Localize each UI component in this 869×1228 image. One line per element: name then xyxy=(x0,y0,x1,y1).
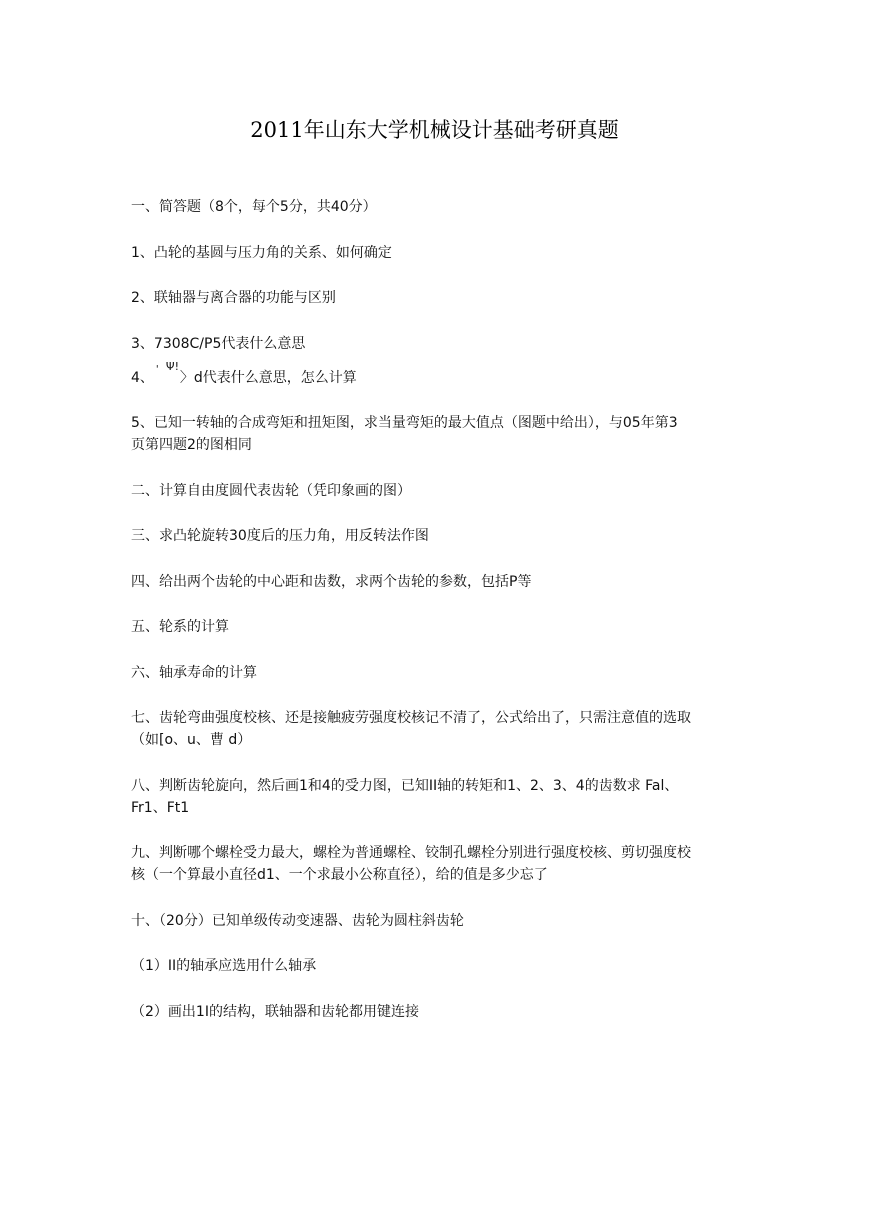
section-7 xyxy=(131,707,743,751)
text-line: （2）画出1I的结构，联轴器和齿轮都用键连接 xyxy=(131,1003,419,1020)
text-line-rest: d代表什么意思，怎么计算 xyxy=(193,369,357,386)
question-5 xyxy=(131,412,743,456)
question-1 xyxy=(131,242,743,264)
text-line: 九、判断哪个螺栓受力最大，螺栓为普通螺栓、铰制孔螺栓分别进行强度校核、剪切强度校 xyxy=(131,845,691,861)
question-4 xyxy=(131,359,743,389)
section-6 xyxy=(131,662,743,684)
section-10 xyxy=(131,910,743,932)
sub-question-1 xyxy=(131,955,743,977)
section-3 xyxy=(131,525,743,547)
sub-question-2 xyxy=(131,1001,743,1023)
section-5 xyxy=(131,616,743,638)
document-body xyxy=(131,196,743,1046)
text-line: 3、7308C/P5代表什么意思 xyxy=(131,335,306,352)
text-line: （如[o、u、曹 d） xyxy=(131,732,252,748)
section-4 xyxy=(131,571,743,593)
formula-psi xyxy=(166,361,179,373)
text-line: 二、计算自由度圆代表齿轮（凭印象画的图） xyxy=(131,482,411,499)
text-line: （1）II的轴承应选用什么轴承 xyxy=(131,958,317,974)
formula-tick: ' xyxy=(155,363,159,375)
text-line xyxy=(131,359,743,389)
page-title: 2011年山东大学机械设计基础考研真题 xyxy=(250,118,619,142)
text-line: 五、轮系的计算 xyxy=(131,619,229,635)
section-8 xyxy=(131,775,743,819)
text-line: 七、齿轮弯曲强度校核、还是接触疲劳强度校核记不清了，公式给出了，只需注意值的选取 xyxy=(131,710,691,726)
text-line: Fr1、Ft1 xyxy=(131,799,190,816)
text-line: 2、联轴器与离合器的功能与区别 xyxy=(131,290,336,306)
text-line: 三、求凸轮旋转30度后的压力角，用反转法作图 xyxy=(131,528,429,544)
text-line: 1、凸轮的基圆与压力角的关系、如何确定 xyxy=(131,244,392,261)
question-2 xyxy=(131,287,743,309)
question-3 xyxy=(131,333,743,355)
formula-psi-glyph: Ψ xyxy=(165,359,175,373)
formula-psi-mark: ! xyxy=(174,359,180,373)
text-line: 页第四题2的图相同 xyxy=(131,437,252,453)
text-line: 核（一个算最小直径d1、一个求最小公称直径），给的值是多少忘了 xyxy=(131,867,548,883)
text-line: 四、给出两个齿轮的中心距和齿数，求两个齿轮的参数，包括P等 xyxy=(131,573,532,590)
section-2 xyxy=(131,480,743,502)
formula-bracket: 〉 xyxy=(179,369,194,386)
text-line: 5、已知一转轴的合成弯矩和扭矩图，求当量弯矩的最大值点（图题中给出），与05年第3 xyxy=(131,415,678,431)
section-heading-short-answer xyxy=(131,196,743,218)
text-line: 一、简答题（8个，每个5分，共40分） xyxy=(131,199,377,215)
question-number: 4、 xyxy=(131,369,154,386)
text-line: 十、（20分）已知单级传动变速器、齿轮为圆柱斜齿轮 xyxy=(131,912,464,929)
formula-symbol xyxy=(154,359,194,389)
text-line: 六、轴承寿命的计算 xyxy=(131,664,257,681)
section-9 xyxy=(131,842,743,886)
text-line: 八、判断齿轮旋向，然后画1和4的受力图，已知II轴的转矩和1、2、3、4的齿数求 Fal、 xyxy=(131,777,679,794)
